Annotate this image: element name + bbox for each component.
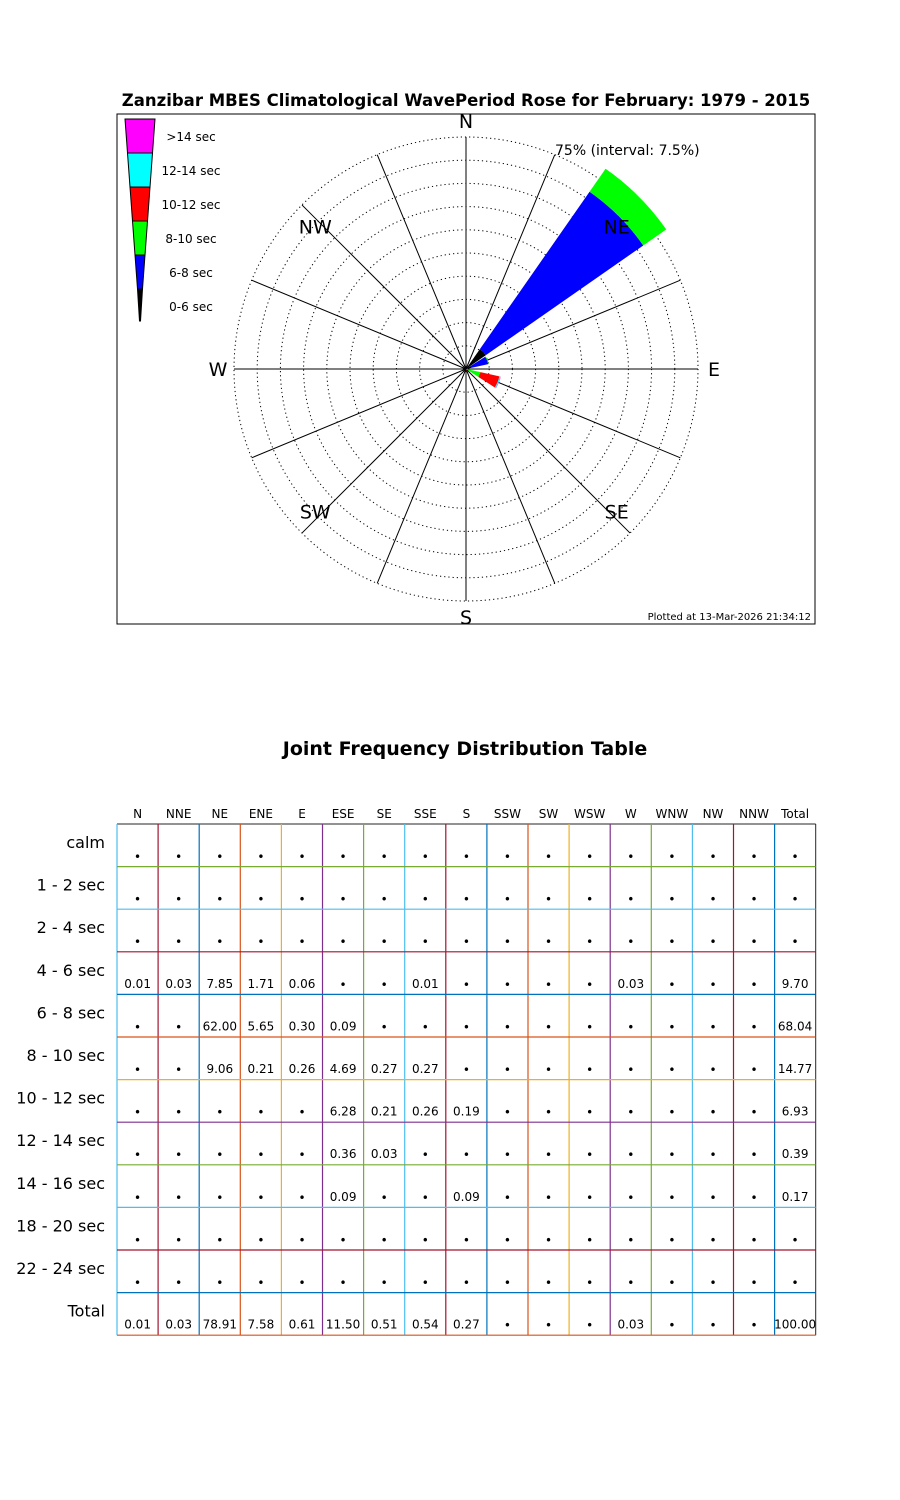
- table-cell-empty: •: [709, 1020, 717, 1035]
- column-header-NW: NW: [702, 807, 724, 821]
- table-cell-empty: •: [544, 935, 553, 950]
- table-cell-value: 100.00: [774, 1317, 817, 1332]
- table-cell-value: 0.01: [124, 976, 151, 991]
- table-cell-value: 9.70: [781, 976, 809, 991]
- table-title: Joint Frequency Distribution Table: [282, 738, 648, 760]
- row-label: 8 - 10 sec: [26, 1046, 105, 1065]
- table-cell-empty: •: [668, 935, 676, 950]
- table-cell-empty: •: [709, 1063, 717, 1077]
- table-cell-empty: •: [175, 1105, 183, 1120]
- table-cell-empty: •: [257, 1148, 265, 1163]
- table-cell-value: 0.51: [370, 1317, 398, 1332]
- table-cell-empty: •: [134, 1233, 142, 1248]
- table-cell-empty: •: [709, 850, 717, 864]
- table-cell-empty: •: [586, 935, 594, 950]
- table-cell-empty: •: [216, 1276, 224, 1290]
- table-cell-empty: •: [503, 1063, 511, 1077]
- table-cell-empty: •: [750, 977, 758, 992]
- table-cell-value: 0.27: [370, 1062, 398, 1076]
- column-header-Total: Total: [781, 807, 810, 821]
- table-cell-empty: •: [750, 1190, 758, 1205]
- row-label: 10 - 12 sec: [16, 1088, 105, 1108]
- table-cell-empty: •: [380, 1233, 388, 1248]
- column-header-WNW: WNW: [655, 807, 689, 821]
- table-cell-empty: •: [134, 1190, 142, 1205]
- table-cell-value: 68.04: [777, 1019, 813, 1034]
- table-cell-empty: •: [462, 1233, 470, 1248]
- table-cell-empty: •: [586, 1318, 594, 1333]
- table-cell-empty: •: [668, 892, 676, 907]
- table-cell-value: 0.61: [288, 1317, 316, 1332]
- table-cell-empty: •: [750, 892, 758, 907]
- row-label: 1 - 2 sec: [36, 875, 105, 895]
- table-cell-empty: •: [668, 1276, 676, 1290]
- table-cell-value: 0.09: [453, 1189, 480, 1204]
- row-label: Total: [67, 1301, 105, 1321]
- table-cell-value: 0.27: [453, 1317, 480, 1332]
- table-cell-empty: •: [380, 1190, 388, 1205]
- column-header-WSW: WSW: [574, 807, 606, 821]
- table-cell-value: 0.03: [617, 976, 645, 991]
- table-cell-value: 0.26: [288, 1062, 316, 1076]
- table-cell-empty: •: [750, 1148, 758, 1163]
- table-cell-empty: •: [462, 850, 470, 864]
- table-cell-value: 0.21: [370, 1104, 398, 1119]
- table-cell-empty: •: [586, 1190, 594, 1205]
- table-cell-empty: •: [257, 1233, 265, 1248]
- table-cell-empty: •: [709, 1105, 717, 1120]
- table-cell-empty: •: [503, 1148, 511, 1163]
- table-cell-empty: •: [380, 892, 388, 907]
- table-cell-empty: •: [216, 850, 224, 864]
- table-cell-empty: •: [421, 1233, 429, 1248]
- compass-label-NW: NW: [298, 216, 332, 239]
- table-cell-empty: •: [627, 1148, 635, 1163]
- table-cell-empty: •: [586, 1233, 594, 1248]
- table-cell-value: 0.30: [288, 1019, 316, 1034]
- table-cell-empty: •: [627, 935, 635, 950]
- column-header-E: E: [298, 807, 306, 821]
- table-cell-value: 78.91: [202, 1317, 237, 1332]
- table-cell-empty: •: [750, 1063, 758, 1077]
- compass-label-W: W: [208, 359, 228, 381]
- column-header-SE: SE: [376, 807, 392, 821]
- column-header-W: W: [624, 807, 637, 821]
- table-cell-empty: •: [380, 935, 388, 950]
- table-cell-empty: •: [544, 1105, 553, 1120]
- table-cell-empty: •: [339, 977, 347, 992]
- table-cell-empty: •: [134, 1105, 142, 1120]
- table-cell-empty: •: [586, 1105, 594, 1120]
- column-header-ESE: ESE: [331, 807, 355, 821]
- table-cell-empty: •: [544, 1233, 553, 1248]
- table-cell-empty: •: [627, 1020, 635, 1035]
- table-cell-empty: •: [134, 1063, 142, 1077]
- table-cell-empty: •: [462, 892, 470, 907]
- table-cell-empty: •: [298, 1233, 306, 1248]
- table-cell-empty: •: [627, 1105, 635, 1120]
- table-cell-value: 0.09: [329, 1019, 357, 1034]
- legend-label: 0-6 sec: [169, 300, 213, 314]
- table-cell-empty: •: [668, 977, 676, 992]
- legend-label: 12-14 sec: [161, 164, 221, 178]
- table-cell-empty: •: [134, 935, 142, 950]
- table-cell-value: 0.09: [329, 1189, 357, 1204]
- table-cell-empty: •: [175, 892, 183, 907]
- table-cell-empty: •: [298, 1190, 306, 1205]
- table-cell-value: 0.21: [247, 1062, 275, 1076]
- table-cell-empty: •: [503, 1318, 511, 1333]
- scale-label: 75% (interval: 7.5%): [555, 143, 700, 159]
- table-cell-empty: •: [134, 850, 142, 864]
- table-cell-empty: •: [421, 1020, 429, 1035]
- table-cell-empty: •: [421, 850, 429, 864]
- table-cell-empty: •: [339, 935, 347, 950]
- table-cell-empty: •: [462, 1148, 470, 1163]
- row-label: 6 - 8 sec: [36, 1003, 105, 1023]
- table-cell-empty: •: [750, 1020, 758, 1035]
- table-cell-empty: •: [709, 1233, 717, 1248]
- table-cell-empty: •: [668, 850, 676, 864]
- compass-label-N: N: [458, 111, 474, 133]
- table-cell-empty: •: [298, 850, 306, 864]
- table-cell-empty: •: [503, 977, 511, 992]
- table-cell-empty: •: [709, 1148, 717, 1163]
- table-cell-empty: •: [216, 935, 224, 950]
- table-cell-empty: •: [750, 935, 758, 950]
- table-cell-empty: •: [544, 977, 553, 992]
- table-cell-empty: •: [175, 1276, 183, 1290]
- table-cell-value: 0.26: [411, 1104, 439, 1119]
- table-cell-empty: •: [709, 1276, 717, 1290]
- table-cell-empty: •: [750, 1105, 758, 1120]
- table-cell-empty: •: [339, 1276, 347, 1290]
- row-label: 12 - 14 sec: [16, 1131, 105, 1151]
- table-cell-empty: •: [298, 1276, 306, 1290]
- table-cell-empty: •: [627, 1233, 635, 1248]
- table-text: [16, 807, 816, 1333]
- table-cell-empty: •: [791, 935, 799, 950]
- compass-label-E: E: [707, 359, 721, 381]
- table-cell-value: 0.17: [781, 1189, 809, 1204]
- table-cell-empty: •: [544, 1318, 553, 1333]
- table-cell-empty: •: [709, 935, 717, 950]
- column-header-SW: SW: [538, 807, 559, 821]
- table-cell-value: 0.19: [453, 1104, 480, 1119]
- table-cell-empty: •: [750, 1233, 758, 1248]
- column-header-NNW: NNW: [739, 807, 770, 821]
- table-cell-empty: •: [627, 892, 635, 907]
- legend-label: 8-10 sec: [165, 232, 217, 246]
- table-cell-empty: •: [134, 892, 142, 907]
- table-cell-empty: •: [134, 1148, 142, 1163]
- table-cell-empty: •: [668, 1063, 676, 1077]
- table-cell-empty: •: [216, 892, 224, 907]
- table-cell-empty: •: [503, 1190, 511, 1205]
- table-cell-value: 6.28: [329, 1104, 357, 1119]
- table-cell-value: 0.27: [411, 1062, 439, 1076]
- table-cell-empty: •: [257, 935, 265, 950]
- column-header-SSE: SSE: [413, 807, 437, 821]
- table-cell-empty: •: [175, 850, 183, 864]
- table-cell-empty: •: [791, 850, 799, 864]
- table-cell-empty: •: [380, 1020, 388, 1035]
- table-cell-empty: •: [791, 1233, 799, 1248]
- table-cell-value: 0.36: [329, 1147, 357, 1162]
- table-cell-empty: •: [791, 892, 799, 907]
- column-header-SSW: SSW: [493, 807, 521, 821]
- compass-label-S: S: [459, 607, 473, 629]
- table-cell-empty: •: [544, 1020, 553, 1035]
- table-cell-empty: •: [421, 1276, 429, 1290]
- table-cell-empty: •: [298, 935, 306, 950]
- table-cell-empty: •: [668, 1190, 676, 1205]
- table-cell-empty: •: [668, 1020, 676, 1035]
- plotted-at-label: Plotted at 13-Mar-2026 21:34:12: [647, 612, 811, 623]
- table-cell-value: 0.39: [781, 1147, 809, 1162]
- table-cell-empty: •: [216, 1233, 224, 1248]
- table-cell-value: 0.03: [617, 1317, 645, 1332]
- table-cell-value: 6.93: [781, 1104, 809, 1119]
- table-cell-empty: •: [750, 1318, 758, 1333]
- table-cell-empty: •: [544, 1063, 553, 1077]
- column-header-S: S: [462, 807, 471, 821]
- table-cell-empty: •: [257, 1190, 265, 1205]
- table-cell-empty: •: [216, 1105, 224, 1120]
- table-cell-empty: •: [380, 977, 388, 992]
- row-label: 18 - 20 sec: [16, 1216, 105, 1236]
- table-cell-empty: •: [586, 892, 594, 907]
- table-cell-empty: •: [298, 892, 306, 907]
- row-label: 14 - 16 sec: [16, 1173, 105, 1193]
- table-cell-empty: •: [175, 1190, 183, 1205]
- compass-label-SW: SW: [299, 501, 331, 524]
- table-cell-empty: •: [175, 935, 183, 950]
- table-cell-value: 14.77: [777, 1062, 813, 1076]
- table-cell-empty: •: [627, 1063, 635, 1077]
- table-cell-empty: •: [544, 850, 553, 864]
- chart-title: Zanzibar MBES Climatological WavePeriod Rose for February: 1979 - 2015: [121, 91, 811, 110]
- table-cell-value: 7.85: [206, 976, 234, 991]
- column-header-NNE: NNE: [165, 807, 192, 821]
- compass-label-SE: SE: [604, 501, 629, 524]
- table-cell-empty: •: [668, 1318, 676, 1333]
- column-header-ENE: ENE: [248, 807, 273, 821]
- table-cell-empty: •: [257, 850, 265, 864]
- table-cell-empty: •: [544, 1148, 553, 1163]
- table-cell-empty: •: [421, 892, 429, 907]
- table-cell-value: 0.03: [370, 1147, 398, 1162]
- table-cell-empty: •: [503, 1020, 511, 1035]
- table-cell-value: 7.58: [247, 1317, 275, 1332]
- table-cell-empty: •: [134, 1020, 142, 1035]
- table-cell-value: 0.03: [165, 976, 193, 991]
- table-cell-empty: •: [421, 1190, 429, 1205]
- table-cell-empty: •: [462, 935, 470, 950]
- compass-label-NE: NE: [603, 216, 630, 239]
- table-cell-value: 0.01: [411, 976, 439, 991]
- table-cell-empty: •: [216, 1190, 224, 1205]
- table-cell-empty: •: [421, 935, 429, 950]
- table-cell-empty: •: [175, 1020, 183, 1035]
- table-cell-empty: •: [339, 892, 347, 907]
- table-cell-empty: •: [503, 850, 511, 864]
- table-cell-empty: •: [791, 1276, 799, 1290]
- table-cell-empty: •: [709, 1318, 717, 1333]
- table-cell-empty: •: [627, 850, 635, 864]
- column-header-NE: NE: [211, 807, 229, 821]
- table-cell-value: 9.06: [206, 1062, 234, 1076]
- table-cell-empty: •: [544, 1276, 553, 1290]
- table-cell-value: 11.50: [325, 1317, 361, 1332]
- table-cell-empty: •: [462, 1063, 470, 1077]
- table-cell-empty: •: [298, 1148, 306, 1163]
- table-cell-empty: •: [503, 1233, 511, 1248]
- table-cell-empty: •: [709, 1190, 717, 1205]
- table-cell-empty: •: [380, 850, 388, 864]
- table-cell-empty: •: [586, 977, 594, 992]
- table-cell-empty: •: [339, 850, 347, 864]
- table-cell-empty: •: [586, 1276, 594, 1290]
- table-cell-empty: •: [750, 1276, 758, 1290]
- table-cell-value: 0.06: [288, 976, 316, 991]
- table-cell-empty: •: [134, 1276, 142, 1290]
- table-cell-empty: •: [462, 1020, 470, 1035]
- table-cell-value: 5.65: [247, 1019, 275, 1034]
- table-cell-empty: •: [544, 1190, 553, 1205]
- table-cell-empty: •: [175, 1063, 183, 1077]
- table-cell-empty: •: [380, 1276, 388, 1290]
- table-cell-empty: •: [462, 1276, 470, 1290]
- table-cell-empty: •: [462, 977, 470, 992]
- table-cell-empty: •: [586, 850, 594, 864]
- row-label: 2 - 4 sec: [36, 918, 105, 938]
- table-cell-empty: •: [709, 977, 717, 992]
- table-cell-empty: •: [339, 1233, 347, 1248]
- table-cell-empty: •: [421, 1148, 429, 1163]
- table-cell-value: 4.69: [329, 1062, 357, 1076]
- table-cell-value: 0.03: [165, 1317, 193, 1332]
- table-cell-empty: •: [503, 1276, 511, 1290]
- table-cell-empty: •: [627, 1276, 635, 1290]
- table-cell-empty: •: [709, 892, 717, 907]
- legend-label: 10-12 sec: [161, 198, 221, 212]
- column-header-N: N: [133, 807, 143, 821]
- table-cell-empty: •: [503, 1105, 511, 1120]
- row-label: calm: [66, 833, 105, 852]
- table-cell-empty: •: [257, 1105, 265, 1120]
- table-cell-empty: •: [175, 1233, 183, 1248]
- table-cell-empty: •: [216, 1148, 224, 1163]
- table-cell-empty: •: [175, 1148, 183, 1163]
- table-cell-empty: •: [750, 850, 758, 864]
- table-cell-empty: •: [668, 1233, 676, 1248]
- table-cell-empty: •: [668, 1148, 676, 1163]
- table-cell-value: 0.01: [124, 1317, 151, 1332]
- row-label: 4 - 6 sec: [36, 960, 105, 980]
- table-cell-empty: •: [298, 1105, 306, 1120]
- table-cell-empty: •: [257, 1276, 265, 1290]
- table-cell-value: 62.00: [202, 1019, 237, 1034]
- legend-label: >14 sec: [166, 130, 216, 144]
- table-cell-empty: •: [544, 892, 553, 907]
- table-cell-empty: •: [503, 935, 511, 950]
- table-cell-empty: •: [586, 1148, 594, 1163]
- table-cell-empty: •: [668, 1105, 676, 1120]
- table-cell-empty: •: [586, 1020, 594, 1035]
- table-cell-empty: •: [503, 892, 511, 907]
- table-cell-empty: •: [586, 1063, 594, 1077]
- table-cell-empty: •: [257, 892, 265, 907]
- table-cell-value: 0.54: [411, 1317, 439, 1332]
- table-cell-value: 1.71: [247, 976, 275, 991]
- legend-label: 6-8 sec: [169, 266, 213, 280]
- row-label: 22 - 24 sec: [16, 1259, 105, 1278]
- table-cell-empty: •: [627, 1190, 635, 1205]
